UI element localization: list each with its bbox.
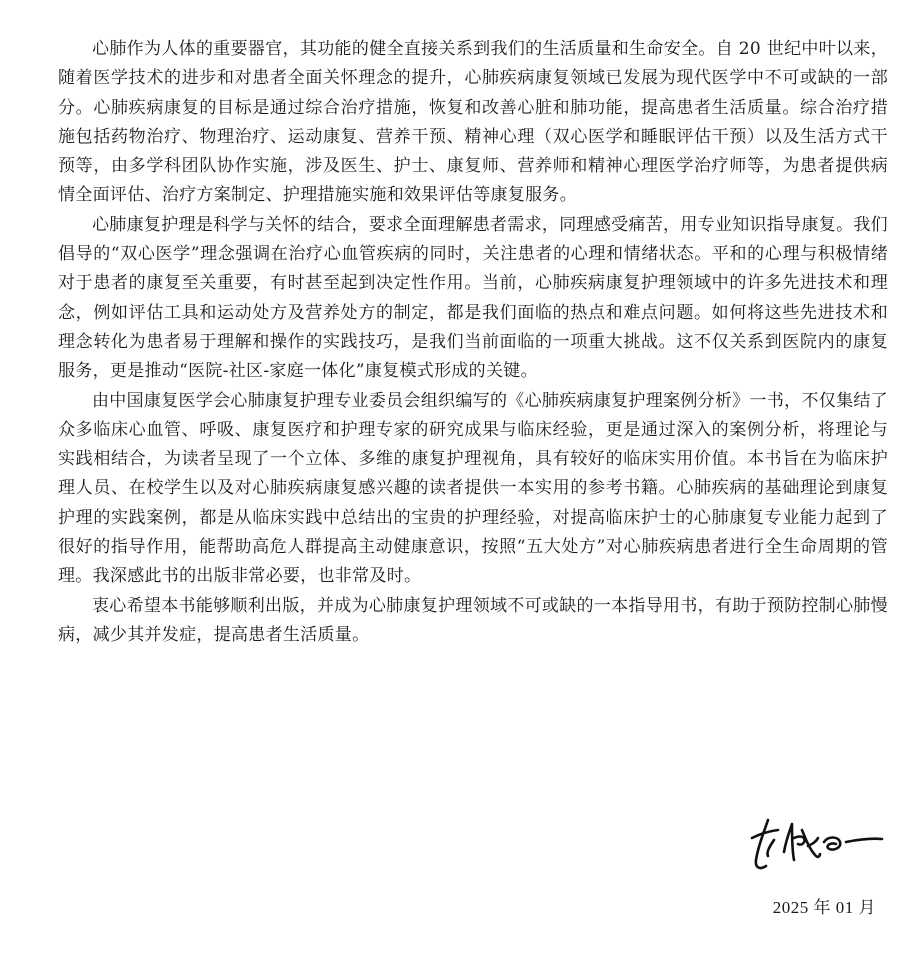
date-label: 2025 年 01 月	[772, 898, 876, 917]
preface-body	[58, 35, 888, 650]
paragraph-2: 心肺康复护理是科学与关怀的结合，要求全面理解患者需求，同理感受痛苦，用专业知识指导康复。我们倡导的“双心医学”理念强调在治疗心血管疾病的同时，关注患者的心理和情绪状态。平和的心理与积极情绪对于患者的康复至关重要，有时甚至起到决定性作用。当前，心肺疾病康复护理领域中的许多先进技术和理念，例如评估工具和运动处方及营养处方的制定，都是我们面临的热点和难点问题。如何将这些先进技术和理念转化为患者易于理解和操作的实践技巧，是我们当前面临的一项重大挑战。这不仅关系到医院内的康复服务，更是推动“医院-社区-家庭一体化”康复模式形成的关键。	[58, 214, 888, 382]
paragraph-4: 衷心希望本书能够顺利出版，并成为心肺康复护理领域不可或缺的一本指导用书，有助于预防控制心肺慢病，减少其并发症，提高患者生活质量。	[58, 595, 888, 645]
paragraph-1: 心肺作为人体的重要器官，其功能的健全直接关系到我们的生活质量和生命安全。自 20 世纪中叶以来，随着医学技术的进步和对患者全面关怀理念的提升，心肺疾病康复领域已发展为现代医学中不可或缺的一部分。心肺疾病康复的目标是通过综合治疗措施，恢复和改善心脏和肺功能，提高患者生活质量。综合治疗措施包括药物治疗、物理治疗、运动康复、营养干预、精神心理（双心医学和睡眠评估干预）以及生活方式干预等，由多学科团队协作实施，涉及医生、护士、康复师、营养师和精神心理医学治疗师等，为患者提供病情全面评估、治疗方案制定、护理措施实施和效果评估等康复服务。	[58, 39, 888, 206]
paragraph-3: 由中国康复医学会心肺康复护理专业委员会组织编写的《心肺疾病康复护理案例分析》一书，不仅集结了众多临床心血管、呼吸、康复医疗和护理专家的研究成果与临床经验，更是通过深入的案例分析，将理论与实践相结合，为读者呈现了一个立体、多维的康复护理视角，具有较好的临床实用价值。本书旨在为临床护理人员、在校学生以及对心肺疾病康复感兴趣的读者提供一本实用的参考书籍。心肺疾病的基础理论到康复护理的实践案例，都是从临床实践中总结出的宝贵的护理经验，对提高临床护士的心肺康复专业能力起到了很好的指导作用，能帮助高危人群提高主动健康意识，按照“五大处方”对心肺疾病患者进行全生命周期的管理。我深感此书的出版非常必要，也非常及时。	[58, 390, 888, 587]
handwritten-signature-icon	[746, 816, 886, 874]
signature-drawing	[746, 816, 886, 874]
